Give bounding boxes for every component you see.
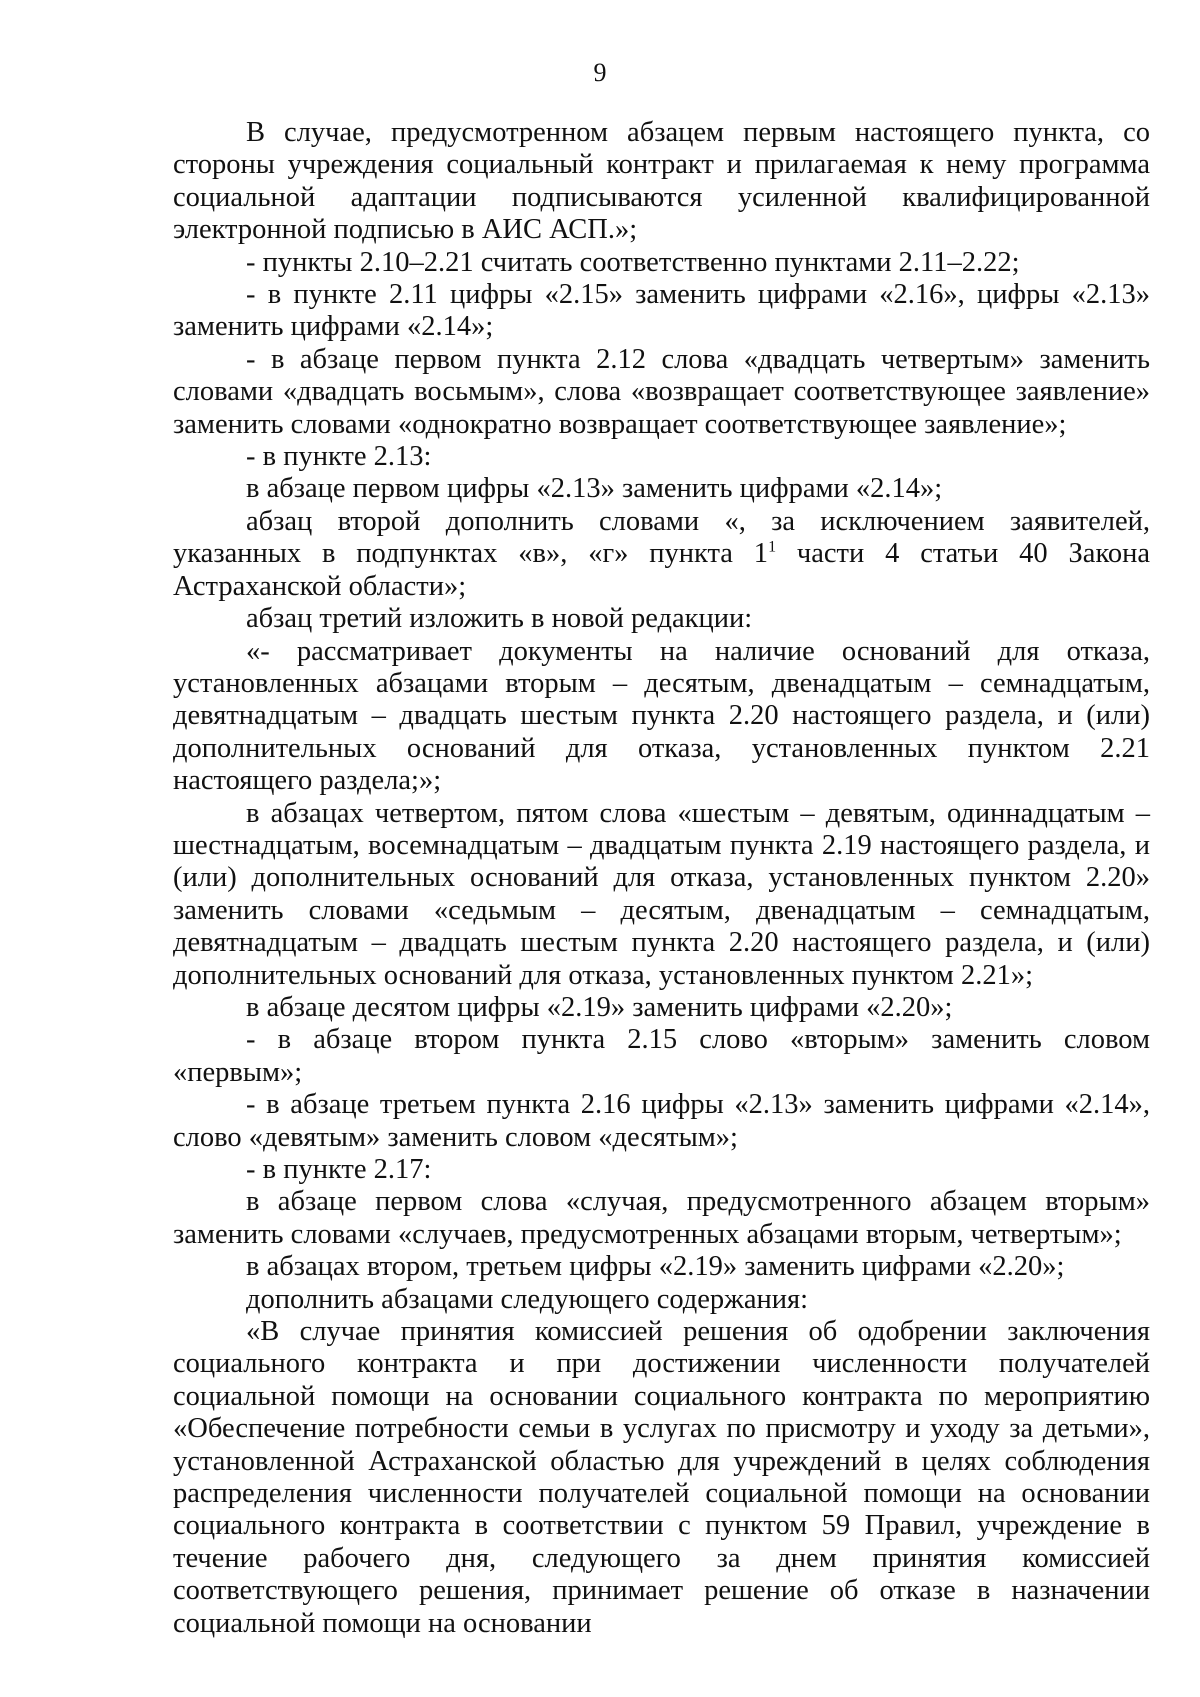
paragraph-text-before: абзац второй дополнить словами «, за исключением заявителей, указанных в подпунктах «в», «г» пункта 1	[173, 505, 1150, 570]
paragraph: в абзаце первом слова «случая, предусмотренного абзацем вторым» заменить словами «случаев, предусмотренных абзацами вторым, четвертым»;	[173, 1186, 1150, 1250]
paragraph: - пункты 2.10–2.21 считать соответственно пунктами 2.11–2.22;	[246, 246, 1020, 278]
paragraph: в абзаце десятом цифры «2.19» заменить цифрами «2.20»;	[246, 991, 953, 1023]
paragraph: дополнить абзацами следующего содержания:	[246, 1283, 809, 1315]
paragraph: В случае, предусмотренном абзацем первым настоящего пункта, со стороны учреждения социальный контракт и прилагаемая к нему программа социальной адаптации подписываются усиленной квалифицированной электронной подписью в АИС АСП.»;	[173, 117, 1150, 246]
paragraph: - в абзаце первом пункта 2.12 слова «двадцать четвертым» заменить словами «двадцать восьмым», слова «возвращает соответствующее заявление» заменить словами «однократно возвращает соответствующее заявление»;	[173, 343, 1150, 440]
paragraph: - в пункте 2.11 цифры «2.15» заменить цифрами «2.16», цифры «2.13» заменить цифрами «2.14»;	[173, 279, 1150, 343]
paragraph: - в абзаце втором пункта 2.15 слово «вторым» заменить словом «первым»;	[173, 1024, 1150, 1088]
paragraph: - в абзаце третьем пункта 2.16 цифры «2.13» заменить цифрами «2.14», слово «девятым» заменить словом «десятым»;	[173, 1089, 1150, 1153]
superscript: 1	[768, 538, 777, 556]
paragraph: в абзаце первом цифры «2.13» заменить цифрами «2.14»;	[246, 473, 943, 505]
paragraph: в абзацах втором, третьем цифры «2.19» заменить цифрами «2.20»;	[246, 1251, 1065, 1283]
paragraph: «В случае принятия комиссией решения об одобрении заключения социального контракта и при достижении численности получателей социальной помощи на основании социального контракта по мероприятию «Обеспечение потребности семьи в услугах по присмотру и уходу за детьми», установленной Астраханской областью для учреждений в целях соблюдения распределения численности получателей социальной помощи на основании социального контракта в соответствии с пунктом 59 Правил, учреждение в течение рабочего дня, следующего за днем принятия комиссией соответствующего решения, принимает решение об отказе в назначении социальной помощи на основании	[173, 1316, 1150, 1639]
paragraph: - в пункте 2.13:	[246, 441, 432, 473]
paragraph-text-after: части 4 статьи 40 Закона Астраханской области»;	[173, 538, 1151, 602]
paragraph: «- рассматривает документы на наличие оснований для отказа, установленных абзацами вторым – десятым, двенадцатым – семнадцатым, девятнадцатым – двадцать шестым пункта 2.20 настоящего раздела, и (или) дополнительных оснований для отказа, установленных пунктом 2.21 настоящего раздела;»;	[173, 635, 1150, 797]
paragraph: - в пункте 2.17:	[246, 1154, 432, 1185]
page-number: 9	[593, 58, 607, 87]
paragraph: в абзацах четвертом, пятом слова «шестым – девятым, одиннадцатым – шестнадцатым, восемнадцатым – двадцатым пункта 2.19 настоящего раздела, и (или) дополнительных оснований для отказа, установленных пунктом 2.20» заменить словами «седьмым – десятым, двенадцатым – семнадцатым, девятнадцатым – двадцать шестым пункта 2.20 настоящего раздела, и (или) дополнительных оснований для отказа, установленных пунктом 2.21»;	[173, 797, 1150, 991]
document-body	[173, 117, 1150, 1640]
paragraph: абзац третий изложить в новой редакции:	[246, 603, 753, 635]
paragraph-with-superscript	[173, 506, 1150, 603]
